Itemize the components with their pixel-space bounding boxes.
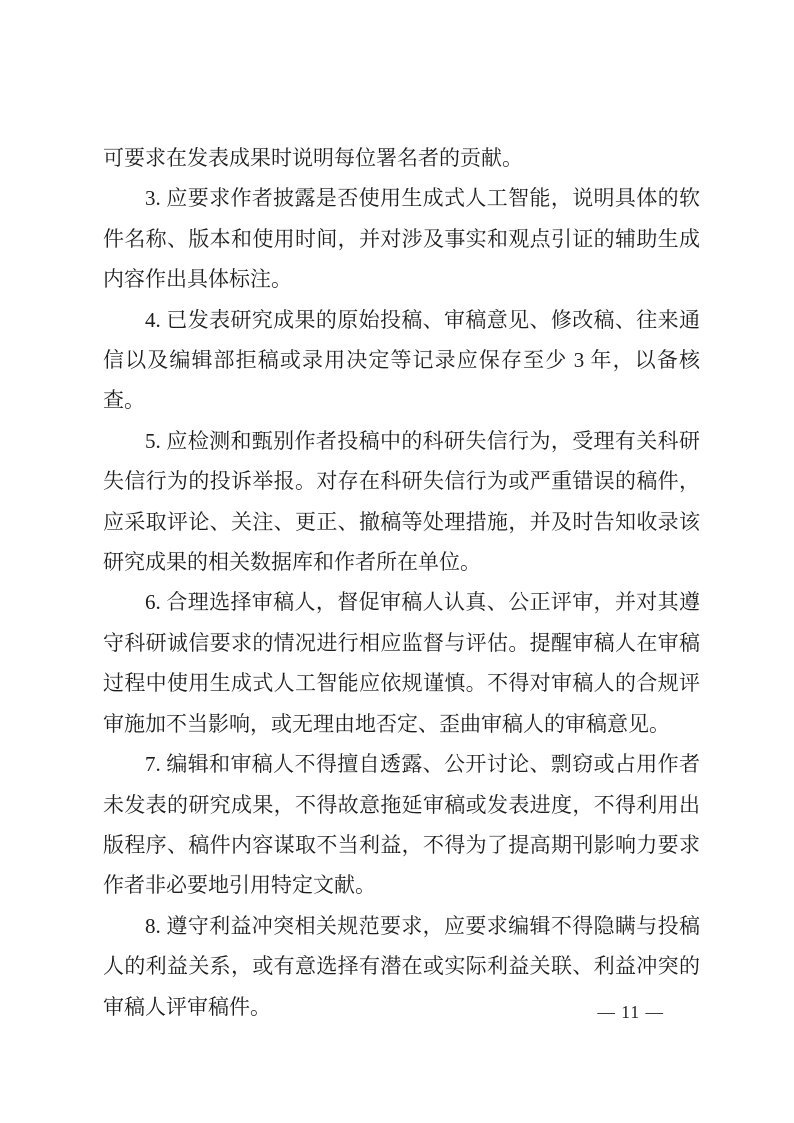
paragraph-item-5: 5. 应检测和甄别作者投稿中的科研失信行为，受理有关科研失信行为的投诉举报。对存在科研失信行为或严重错误的稿件，应采取评论、关注、更正、撤稿等处理措施，并及时告知收录该研究成果的相关数据库和作者所在单位。 (103, 428, 700, 575)
paragraph-item-8: 8. 遵守利益冲突相关规范要求，应要求编辑不得隐瞒与投稿人的利益关系，或有意选择有潜在或实际利益关联、利益冲突的审稿人评审稿件。 (103, 913, 700, 1019)
document-body (103, 138, 700, 1027)
page-number: — 11 — (597, 1002, 664, 1022)
paragraph-item-3: 3. 应要求作者披露是否使用生成式人工智能，说明具体的软件名称、版本和使用时间，并对涉及事实和观点引证的辅助生成内容作出具体标注。 (103, 186, 700, 292)
paragraph-item-4: 4. 已发表研究成果的原始投稿、审稿意见、修改稿、往来通信以及编辑部拒稿或录用决定等记录应保存至少 3 年，以备核查。 (103, 307, 700, 413)
paragraph-item-7: 7. 编辑和审稿人不得擅自透露、公开讨论、剽窃或占用作者未发表的研究成果，不得故意拖延审稿或发表进度，不得利用出版程序、稿件内容谋取不当利益，不得为了提高期刊影响力要求作者非必要地引用特定文献。 (103, 752, 700, 898)
paragraph-continuation: 可要求在发表成果时说明每位署名者的贡献。 (103, 146, 523, 170)
paragraph-item-6: 6. 合理选择审稿人，督促审稿人认真、公正评审，并对其遵守科研诚信要求的情况进行相应监督与评估。提醒审稿人在审稿过程中使用生成式人工智能应依规谨慎。不得对审稿人的合规评审施加不当影响，或无理由地否定、歪曲审稿人的审稿意见。 (103, 590, 700, 736)
